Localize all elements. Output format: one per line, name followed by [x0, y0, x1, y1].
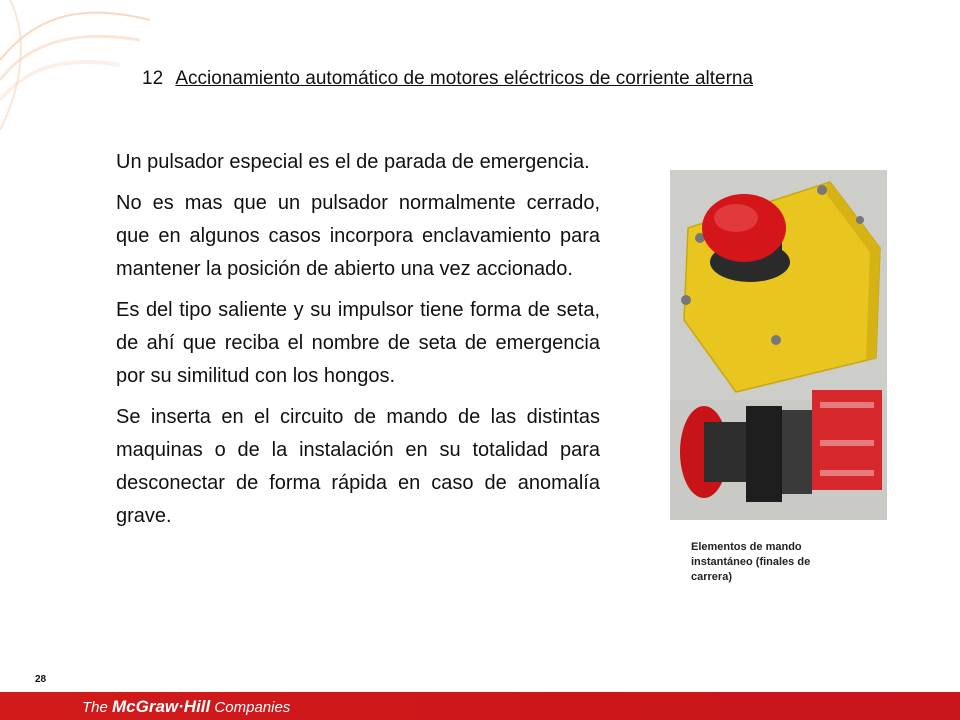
- logo-prefix: The: [82, 699, 113, 716]
- logo-brand: McGraw·Hill: [112, 697, 211, 716]
- emergency-stop-button-icon: [670, 170, 887, 520]
- page-number: 28: [35, 674, 47, 685]
- decorative-swirl: [0, 0, 150, 130]
- paragraph: Es del tipo saliente y su impulsor tiene forma de seta, de ahí que reciba el nombre de seta de emergencia por su similitud con los hongos.: [116, 299, 600, 387]
- body-text: [116, 146, 600, 541]
- figure-caption: Elementos de mando instantáneo (finales de carrera): [691, 541, 811, 583]
- paragraph: No es mas que un pulsador normalmente cerrado, que en algunos casos incorpora enclavamiento para mantener la posición de abierto una vez accionado.: [116, 192, 600, 280]
- paragraph: Se inserta en el circuito de mando de las distintas maquinas o de la instalación en su totalidad para desconectar de forma rápida en caso de anomalía grave.: [116, 406, 600, 527]
- slide-header: [142, 68, 753, 90]
- emergency-stop-photo: [670, 170, 887, 520]
- section-title: Accionamiento automático de motores eléctricos de corriente alterna: [175, 68, 754, 89]
- publisher-logo: [82, 697, 290, 717]
- paragraph: Un pulsador especial es el de parada de emergencia.: [116, 151, 590, 173]
- section-number: 12: [142, 68, 164, 89]
- logo-suffix: Companies: [210, 699, 291, 716]
